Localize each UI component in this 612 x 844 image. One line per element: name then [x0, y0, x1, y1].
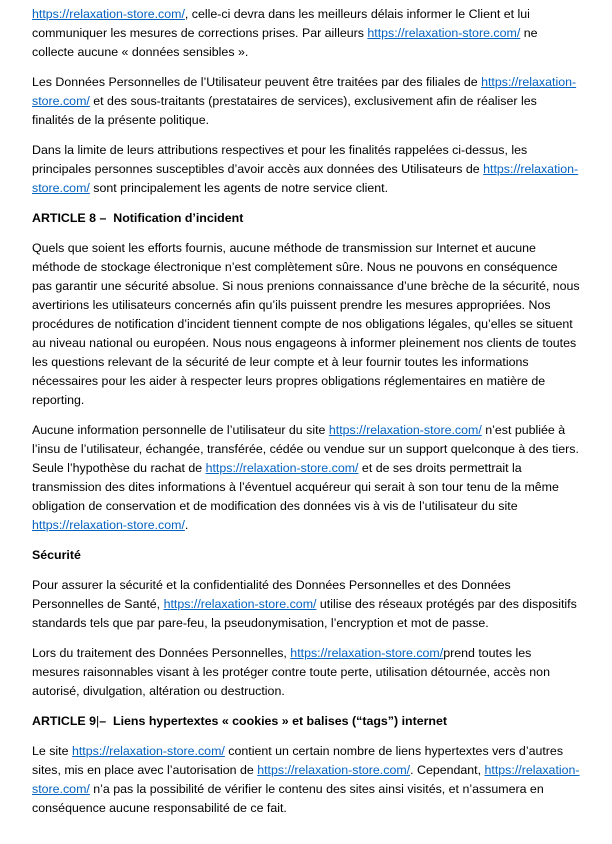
text-run: n’est publiée à l’insu de l’utilisateur, échangée, transférée, cédée ou vendue sur un support quelconque à des tiers. Seule l’hypothèse du rachat de — [32, 423, 583, 475]
text-cursor: | — [96, 714, 100, 728]
heading-securite — [32, 546, 580, 565]
text-run: Dans la limite de leurs attributions respectives et pour les finalités rappelées ci-dessus, les principales personnes susceptibles d’avoir accès aux données des Utilisateurs de — [32, 143, 531, 176]
text-run: ARTICLE 9 — [32, 714, 97, 728]
hyperlink[interactable]: https://relaxation-store.com/ — [205, 461, 359, 475]
text-run: Le site — [32, 744, 72, 758]
paragraph-subsidiaries — [32, 73, 580, 130]
hyperlink[interactable]: https://relaxation-store.com/ — [257, 763, 411, 777]
text-run: . — [184, 518, 189, 532]
hyperlink[interactable]: https://relaxation-store.com/ — [367, 26, 521, 40]
text-run: prend toutes les mesures raisonnables visant à les protéger contre toute perte, utilisation détournée, accès non autorisé, divulgation, altération ou destruction. — [32, 646, 554, 698]
text-run: Les Données Personnelles de l’Utilisateur peuvent être traitées par des filiales de — [32, 75, 482, 89]
hyperlink[interactable]: https://relaxation-store.com/ — [32, 75, 577, 108]
heading-article-9 — [32, 712, 580, 731]
paragraph-hyperlinks — [32, 742, 580, 818]
text-run: , celle-ci devra dans les meilleurs délais informer le Client et lui communiquer les mesures de corrections prises. Par ailleurs — [32, 7, 534, 40]
text-run: Sécurité — [32, 548, 81, 562]
hyperlink[interactable]: https://relaxation-store.com/ — [71, 744, 225, 758]
paragraph-security-efforts — [32, 239, 584, 410]
text-run: Quels que soient les efforts fournis, aucune méthode de transmission sur Internet et aucune méthode de stockage électronique n’est complètement sûre. Nous ne pouvons en conséquence pas garantir une sécurité absolue. Si nous prenions connaissance d’une brèche de la sécurité, nous avertirions les utilisateurs concernés afin qu’ils puissent prendre les mesures appropriées. Nos procédures de notification d’incident tiennent compte de nos obligations légales, qu’elles se situent au niveau national ou européen. Nous nous engageons à informer pleinement nos clients de toutes les questions relevant de la sécurité de leur compte et à leur fournir toutes les informations nécessaires pour les aider à respecter leurs propres obligations réglementaires en matière de reporting. — [32, 241, 584, 407]
text-run: ne collecte aucune « données sensibles ». — [32, 26, 541, 59]
text-run: et des sous-traitants (prestataires de services), exclusivement afin de réaliser les finalités de la présente politique. — [32, 94, 541, 127]
paragraph-no-disclosure — [32, 421, 583, 535]
text-run: ARTICLE 8 – Notification d’incident — [32, 211, 244, 225]
paragraph-protected-networks — [32, 576, 580, 633]
text-run: . Cependant, — [410, 763, 485, 777]
text-run: sont principalement les agents de notre service client. — [89, 181, 389, 195]
text-run: n’a pas la possibilité de vérifier le contenu des sites ainsi visités, et n’assumera en conséquence aucune responsabilité de ce fait. — [32, 782, 548, 815]
hyperlink[interactable]: https://relaxation-store.com/ — [163, 597, 317, 611]
text-run: et de ses droits permettrait la transmission des dites informations à l’éventuel acquéreur qui serait à son tour tenu de la même obligation de conservation et de modification des données vis à vis de l’utilisateur du site — [32, 461, 563, 513]
text-run: utilise des réseaux protégés par des dispositifs standards tels que par pare-feu, la pseudonymisation, l’encryption et mot de passe. — [32, 597, 581, 630]
text-run: Lors du traitement des Données Personnelles, — [32, 646, 291, 660]
text-run: contient un certain nombre de liens hypertextes vers d’autres sites, mis en place avec l’autorisation de — [32, 744, 567, 777]
hyperlink[interactable]: https://relaxation-store.com/ — [328, 423, 482, 437]
hyperlink[interactable]: https://relaxation-store.com/ — [32, 7, 185, 21]
hyperlink[interactable]: https://relaxation-store.com/ — [290, 646, 444, 660]
hyperlink[interactable]: https://relaxation-store.com/ — [32, 763, 580, 796]
text-run: Aucune information personnelle de l’utilisateur du site — [32, 423, 329, 437]
text-run: – Liens hypertextes « cookies » et balises (“tags”) internet — [99, 714, 448, 728]
hyperlink[interactable]: https://relaxation-store.com/ — [32, 518, 185, 532]
text-run: Pour assurer la sécurité et la confidentialité des Données Personnelles et des Données Personnelles de Santé, — [32, 578, 515, 611]
paragraph-correction-measures — [32, 5, 580, 62]
hyperlink[interactable]: https://relaxation-store.com/ — [32, 162, 579, 195]
paragraph-processing-protection — [32, 644, 580, 701]
paragraph-access-scope — [32, 141, 580, 198]
heading-article-8 — [32, 209, 580, 228]
